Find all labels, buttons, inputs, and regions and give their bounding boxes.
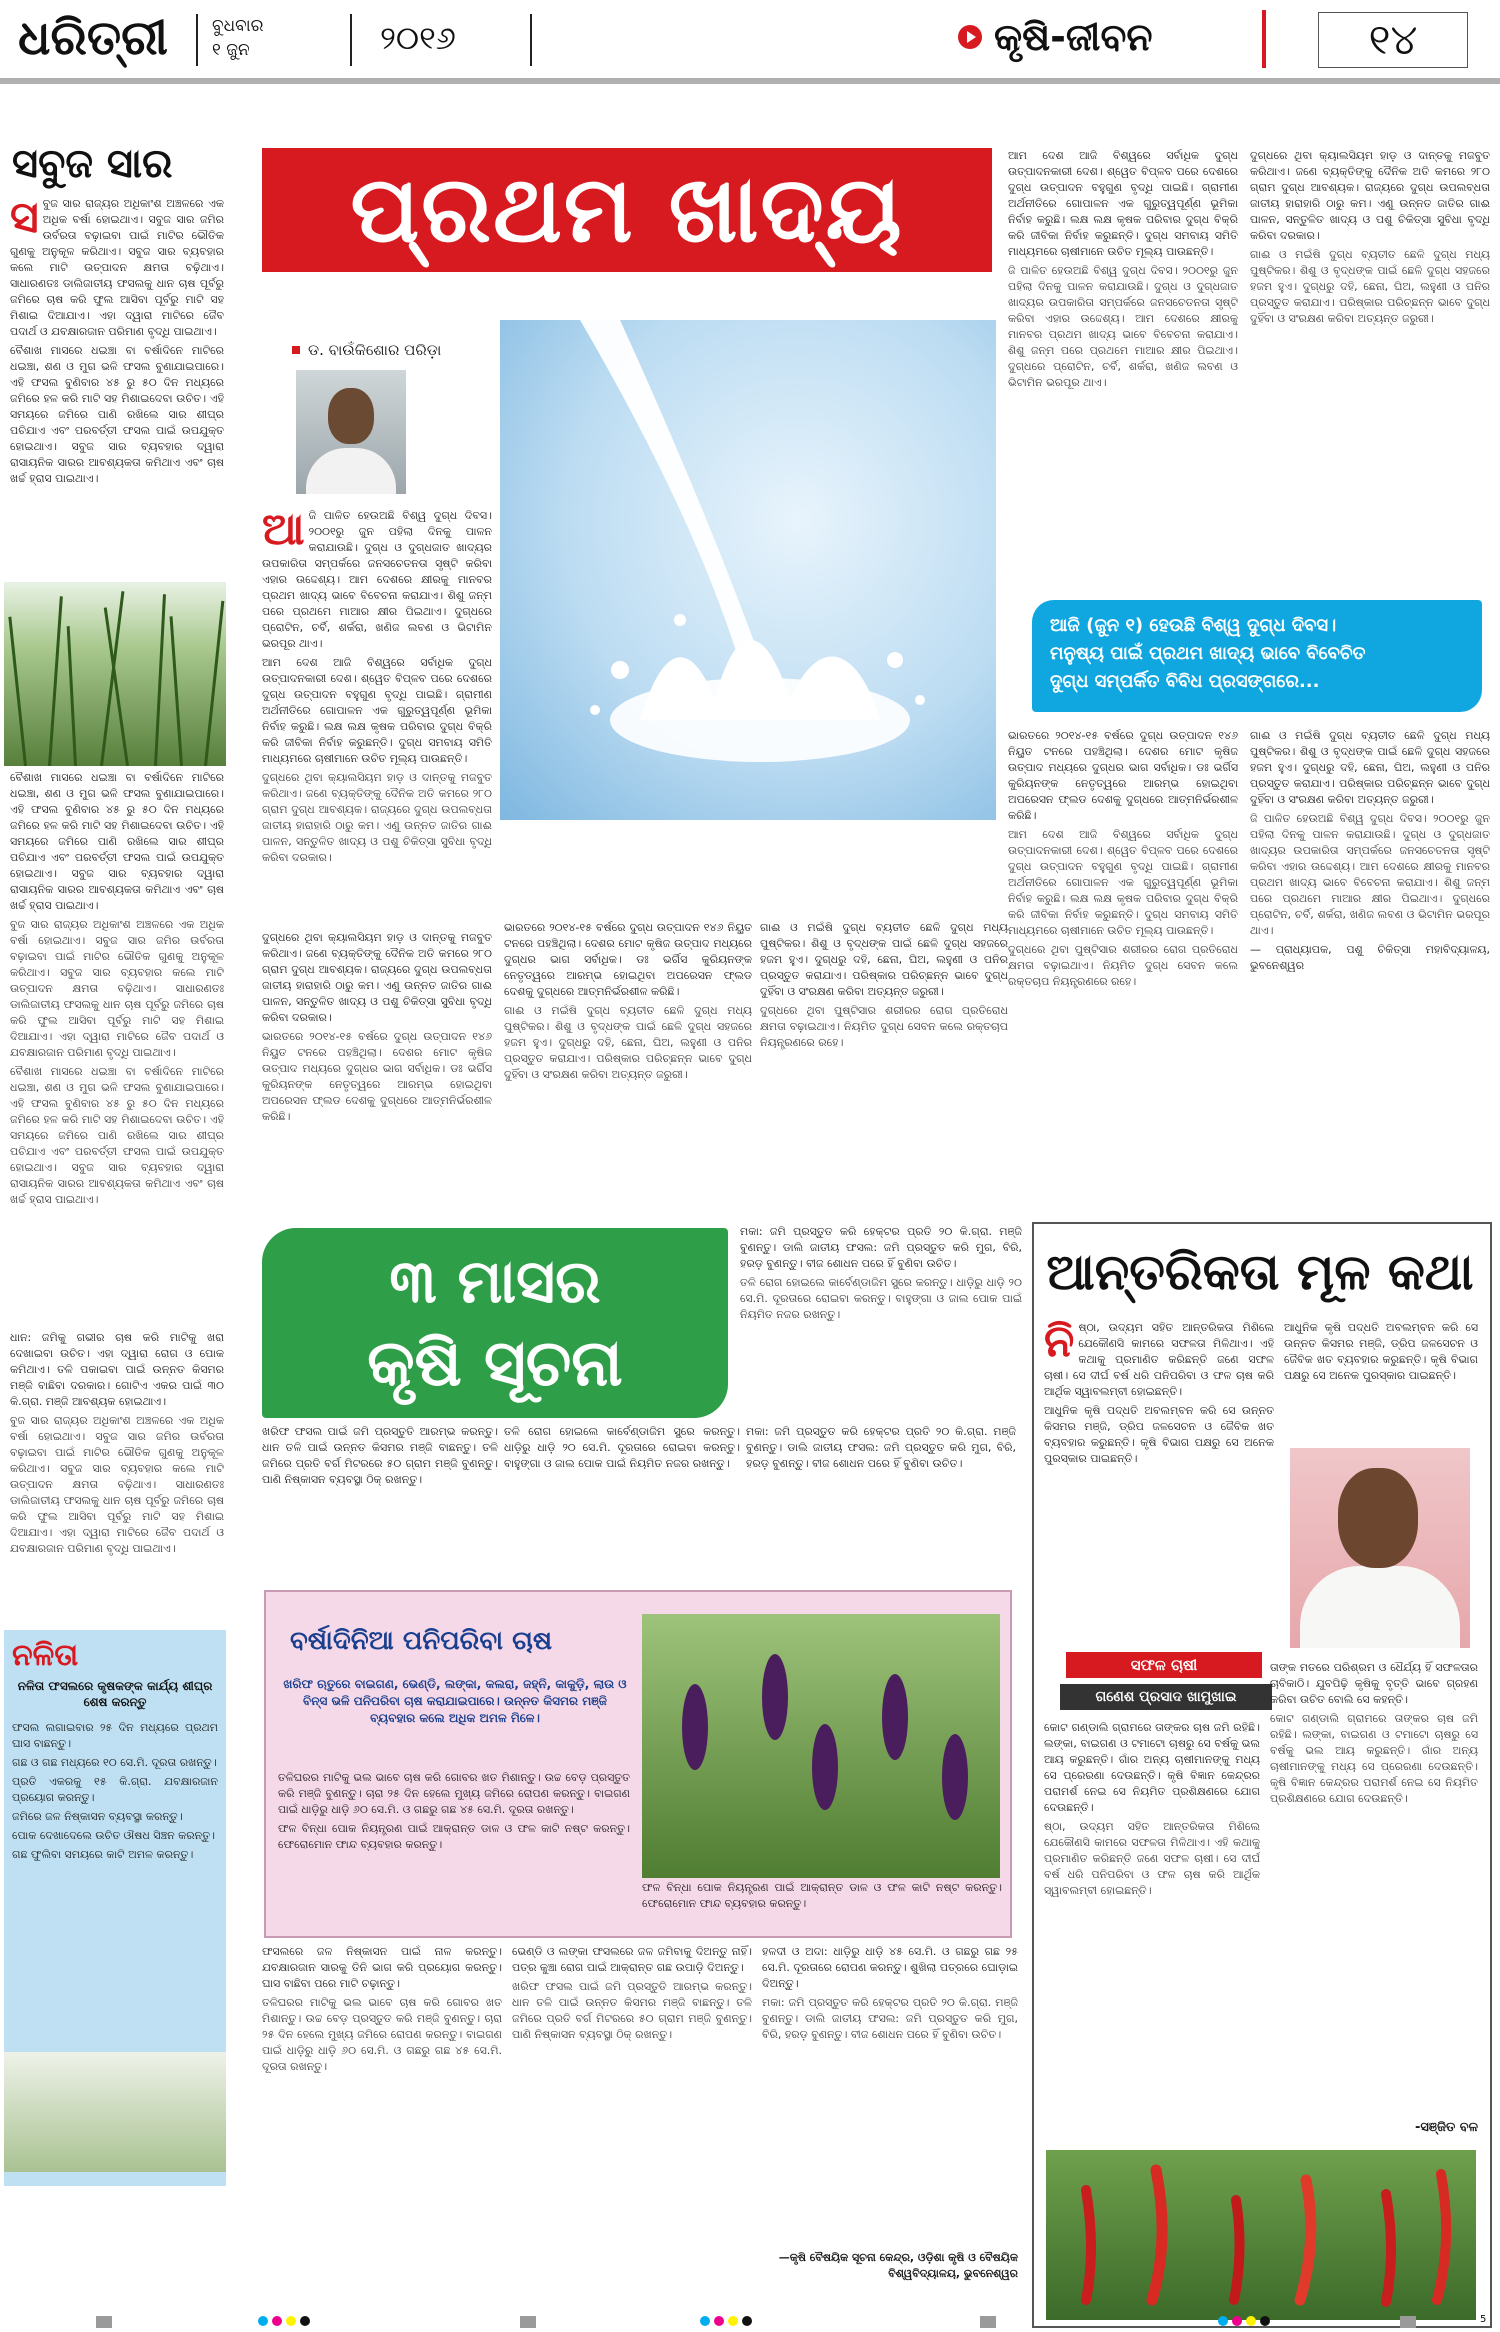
dropcap: ସ xyxy=(10,196,39,243)
paragraph: ଦୁଗ୍ଧରେ ଥିବା କ୍ୟାଲସିୟମ ହାଡ଼ ଓ ଦାନ୍ତକୁ ମଜବୁତ କରିଥାଏ। ଜଣେ ବ୍ୟକ୍ତିଙ୍କୁ ଦୈନିକ ଅତି କମରେ ୨୮୦ ଗ୍ରାମ ଦୁଗ୍ଧ ଆବଶ୍ୟକ। ରାଜ୍ୟରେ ଦୁଗ୍ଧ ଉପଲବ୍ଧତା ଜାତୀୟ ହାରାହାରି ଠାରୁ କମ। ଏଣୁ ଉନ୍ନତ ଜାତିର ଗାଈ ପାଳନ, ସନ୍ତୁଳିତ ଖାଦ୍ୟ ଓ ପଶୁ ଚିକିତ୍ସା ସୁବିଧା ବୃଦ୍ଧି କରିବା ଦରକାର। xyxy=(262,931,492,1024)
page-marker: 5 xyxy=(1480,2314,1487,2325)
antarikata-body-col3 xyxy=(1044,1720,1260,2140)
headline-body-col5 xyxy=(1250,148,1490,588)
paragraph: ବୈଶାଖ ମାସରେ ଧଇଞ୍ଚା ବା ବର୍ଷାଦିନେ ମାଟିରେ ଧଇଞ୍ଚା, ଶଣ ଓ ମୁଗ ଭଳି ଫସଲ ବୁଣାଯାଇପାରେ। ଏହି ଫସଲ ବୁଣିବାର ୪୫ ରୁ ୫୦ ଦିନ ମଧ୍ୟରେ ଜମିରେ ହଳ କରି ମାଟି ସହ ମିଶାଇଦେବା ଉଚିତ। ଏହି ସମୟରେ ଜମିରେ ପାଣି ରଖିଲେ ସାର ଶୀଘ୍ର ପଚିଯାଏ ଏବଂ ପରବର୍ତ୍ତୀ ଫସଲ ପାଇଁ ଉପଯୁକ୍ତ ହୋଇଥାଏ। ସବୁଜ ସାର ବ୍ୟବହାର ଦ୍ୱାରା ରାସାୟନିକ ସାରର ଆବଶ୍ୟକତା କମିଥାଏ ଏବଂ ଚାଷ ଖର୍ଚ୍ଚ ହ୍ରାସ ପାଇଥାଏ। xyxy=(10,1065,224,1206)
milk-splash-icon xyxy=(500,320,996,820)
paragraph: ମକା: ଜମି ପ୍ରସ୍ତୁତ କରି ହେକ୍ଟର ପ୍ରତି ୨୦ କି.ଗ୍ରା. ମଞ୍ଜି ବୁଣନ୍ତୁ। ଡାଲି ଜାତୀୟ ଫସଲ: ଜମି ପ୍ରସ୍ତୁତ କରି ମୁଗ, ବିରି, ହରଡ଼ ବୁଣନ୍ତୁ। ବୀଜ ଶୋଧନ ପରେ ହିଁ ବୁଣିବା ଉଚିତ। xyxy=(762,1996,1018,2041)
paragraph: ଜି ପାଳିତ ହେଉଅଛି ବିଶ୍ୱ ଦୁଗ୍ଧ ଦିବସ। ୨୦୦୧ରୁ ଜୁନ ପହିଲା ଦିନକୁ ପାଳନ କରାଯାଉଛି। ଦୁଗ୍ଧ ଓ ଦୁଗ୍ଧଜାତ ଖାଦ୍ୟର ଉପକାରିତା ସମ୍ପର୍କରେ ଜନସଚେତନତା ସୃଷ୍ଟି କରିବା ଏହାର ଉଦ୍ଦେଶ୍ୟ। ଆମ ଦେଶରେ କ୍ଷୀରକୁ ମାନବର ପ୍ରଥମ ଖାଦ୍ୟ ଭାବେ ବିବେଚନା କରାଯାଏ। ଶିଶୁ ଜନ୍ମ ପରେ ପ୍ରଥମେ ମାଆର କ୍ଷୀର ପିଇଥାଏ। ଦୁଗ୍ଧରେ ପ୍ରୋଟିନ, ଚର୍ବି, ଶର୍କରା, ଖଣିଜ ଲବଣ ଓ ଭିଟାମିନ ଭରପୂର ଥାଏ। xyxy=(1250,812,1490,937)
masthead-divider xyxy=(196,14,198,66)
headline-body-col1 xyxy=(262,508,492,928)
paragraph: ମକା: ଜମି ପ୍ରସ୍ତୁତ କରି ହେକ୍ଟର ପ୍ରତି ୨୦ କି.ଗ୍ରା. ମଞ୍ଜି ବୁଣନ୍ତୁ। ଡାଲି ଜାତୀୟ ଫସଲ: ଜମି ପ୍ରସ୍ତୁତ କରି ମୁଗ, ବିରି, ହରଡ଼ ବୁଣନ୍ତୁ। ବୀଜ ଶୋଧନ ପରେ ହିଁ ବୁଣିବା ଉଚିତ। xyxy=(746,1425,1016,1470)
paragraph: ବୈଶାଖ ମାସରେ ଧଇଞ୍ଚା ବା ବର୍ଷାଦିନେ ମାଟିରେ ଧଇଞ୍ଚା, ଶଣ ଓ ମୁଗ ଭଳି ଫସଲ ବୁଣାଯାଇପାରେ। ଏହି ଫସଲ ବୁଣିବାର ୪୫ ରୁ ୫୦ ଦିନ ମଧ୍ୟରେ ଜମିରେ ହଳ କରି ମାଟି ସହ ମିଶାଇଦେବା ଉଚିତ। ଏହି ସମୟରେ ଜମିରେ ପାଣି ରଖିଲେ ସାର ଶୀଘ୍ର ପଚିଯାଏ ଏବଂ ପରବର୍ତ୍ତୀ ଫସଲ ପାଇଁ ଉପଯୁକ୍ତ ହୋଇଥାଏ। ସବୁଜ ସାର ବ୍ୟବହାର ଦ୍ୱାରା ରାସାୟନିକ ସାରର ଆବଶ୍ୟକତା କମିଥାଏ ଏବଂ ଚାଷ ଖର୍ଚ୍ଚ ହ୍ରାସ ପାଇଥାଏ। xyxy=(10,344,224,485)
dhana-advice xyxy=(10,1330,224,1600)
paragraph: ଧାନ: ଜମିକୁ ଗଭୀର ଚାଷ କରି ମାଟିକୁ ଖରା ଦେଖାଇବା ଉଚିତ। ଏହା ଦ୍ୱାରା ରୋଗ ଓ ପୋକ କମିଥାଏ। ତଳି ପକାଇବା ପାଇଁ ଉନ୍ନତ କିସମର ମଞ୍ଜି ବାଛିବା ଦରକାର। ଗୋଟିଏ ଏକର ପାଇଁ ୩୦ କି.ଗ୍ରା. ମଞ୍ଜି ଆବଶ୍ୟକ ହୋଇଥାଏ। xyxy=(10,1331,224,1408)
newspaper-logo: ଧରିତ୍ରୀ xyxy=(18,10,168,66)
list-item: ଗଛ ଓ ଗଛ ମଧ୍ୟରେ ୧୦ ସେ.ମି. ଦୂରତା ରଖନ୍ତୁ। xyxy=(12,1756,217,1769)
farmer-photo xyxy=(1290,1448,1470,1648)
farmer-name: ଗଣେଶ ପ୍ରସାଦ ଖାମୁଖାଇ xyxy=(1060,1684,1272,1710)
paragraph: ଗାଈ ଓ ମଇଁଷି ଦୁଗ୍ଧ ବ୍ୟତୀତ ଛେଳି ଦୁଗ୍ଧ ମଧ୍ୟ ପୁଷ୍ଟିକର। ଶିଶୁ ଓ ବୃଦ୍ଧଙ୍କ ପାଇଁ ଛେଳି ଦୁଗ୍ଧ ସହଜରେ ହଜମ ହୁଏ। ଦୁଗ୍ଧରୁ ଦହି, ଛେନା, ଘିଅ, ଲହୁଣୀ ଓ ପନିର ପ୍ରସ୍ତୁତ କରାଯାଏ। ପରିଷ୍କାର ପରିଚ୍ଛନ୍ନ ଭାବେ ଦୁଗ୍ଧ ଦୁହିଁବା ଓ ସଂରକ୍ଷଣ କରିବା ଅତ୍ୟନ୍ତ ଜରୁରୀ। xyxy=(1250,729,1490,806)
paragraph: ଭାରତରେ ୨୦୧୪-୧୫ ବର୍ଷରେ ଦୁଗ୍ଧ ଉତ୍ପାଦନ ୧୪୬ ନିୟୁତ ଟନରେ ପହଞ୍ଚିଥିଲା। ଦେଶର ମୋଟ କୃଷିଜ ଉତ୍ପାଦ ମଧ୍ୟରେ ଦୁଗ୍ଧର ଭାଗ ସର୍ବାଧିକ। ଡଃ ଭର୍ଗିସ କୁରିୟନଙ୍କ ନେତୃତ୍ୱରେ ଆରମ୍ଭ ହୋଇଥିବା ଅପରେସନ ଫ୍ଲଡ ଦେଶକୁ ଦୁଗ୍ଧରେ ଆତ୍ମନିର୍ଭରଶୀଳ କରିଛି। xyxy=(262,1030,492,1123)
suchana-col2 xyxy=(504,1424,740,1584)
paragraph: ବୁଜ ସାର ରାଜ୍ୟର ଅଧିକାଂଶ ଅଞ୍ଚଳରେ ଏକ ଅଧିକ ବର୍ଷା ହୋଇଥାଏ। ସବୁଜ ସାର ଜମିର ଉର୍ବରତା ବଢ଼ାଇବା ପାଇଁ ମାଟିର ଭୌତିକ ଗୁଣକୁ ଅନୁକୂଳ କରିଥାଏ। ସବୁଜ ସାର ବ୍ୟବହାର କଲେ ମାଟି ଉତ୍ପାଦନ କ୍ଷମତା ବଢ଼ିଥାଏ। ସାଧାରଣତଃ ଡାଲିଜାତୀୟ ଫସଲକୁ ଧାନ ଚାଷ ପୂର୍ବରୁ ଜମିରେ ଚାଷ କରି ଫୁଲ ଆସିବା ପୂର୍ବରୁ ମାଟି ସହ ମିଶାଇ ଦିଆଯାଏ। ଏହା ଦ୍ୱାରା ମାଟିରେ ଜୈବ ପଦାର୍ଥ ଓ ଯବକ୍ଷାରଜାନ ପରିମାଣ ବୃଦ୍ଧି ପାଇଥାଏ। xyxy=(10,1414,224,1555)
farmer-tag-label: ସଫଳ ଚାଷୀ xyxy=(1066,1652,1262,1678)
nalita-title: ନଳିତା xyxy=(12,1638,79,1673)
chili-plant-photo xyxy=(1046,2150,1476,2320)
paragraph: ଆଧୁନିକ କୃଷି ପଦ୍ଧତି ଅବଲମ୍ବନ କରି ସେ ଉନ୍ନତ କିସମର ମଞ୍ଜି, ଡ୍ରିପ ଜଳସେଚନ ଓ ଜୈବିକ ଖତ ବ୍ୟବହାର କରୁଛନ୍ତି। କୃଷି ବିଭାଗ ପକ୍ଷରୁ ସେ ଅନେକ ପୁରସ୍କାର ପାଇଛନ୍ତି। xyxy=(1284,1321,1478,1382)
paragraph: ଗାଈ ଓ ମଇଁଷି ଦୁଗ୍ଧ ବ୍ୟତୀତ ଛେଳି ଦୁଗ୍ଧ ମଧ୍ୟ ପୁଷ୍ଟିକର। ଶିଶୁ ଓ ବୃଦ୍ଧଙ୍କ ପାଇଁ ଛେଳି ଦୁଗ୍ଧ ସହଜରେ ହଜମ ହୁଏ। ଦୁଗ୍ଧରୁ ଦହି, ଛେନା, ଘିଅ, ଲହୁଣୀ ଓ ପନିର ପ୍ରସ୍ତୁତ କରାଯାଏ। ପରିଷ୍କାର ପରିଚ୍ଛନ୍ନ ଭାବେ ଦୁଗ୍ଧ ଦୁହିଁବା ଓ ସଂରକ୍ଷଣ କରିବା ଅତ୍ୟନ୍ତ ଜରୁରୀ। xyxy=(760,921,1008,998)
headline-body-col3 xyxy=(760,920,1008,1212)
print-registration-marks xyxy=(0,2312,1500,2332)
section-label: କୃଷି-ଜୀବନ xyxy=(994,15,1153,59)
green-manure-crop-photo xyxy=(4,582,226,766)
masthead xyxy=(0,0,1500,84)
lower-col1 xyxy=(262,1944,502,2304)
headline-body-col1b xyxy=(262,930,492,1210)
author-note: — ପ୍ରାଧ୍ୟାପକ, ପଶୁ ଚିକିତ୍ସା ମହାବିଦ୍ୟାଳୟ, ଭୁବନେଶ୍ୱର xyxy=(1250,943,1490,972)
paragraph: ଷ୍ଠା, ଉଦ୍ୟମ ସହିତ ଆନ୍ତରିକତା ମିଶିଲେ ଯେକୌଣସି କାମରେ ସଫଳତା ମିଳିଥାଏ। ଏହି କଥାକୁ ପ୍ରମାଣିତ କରିଛନ୍ତି ଜଣେ ସଫଳ ଚାଷୀ। ସେ ଦୀର୍ଘ ବର୍ଷ ଧରି ପନିପରିବା ଓ ଫଳ ଚାଷ କରି ଆର୍ଥିକ ସ୍ୱାବଲମ୍ବୀ ହୋଇଛନ୍ତି। xyxy=(1044,1820,1260,1897)
issue-date: ୧ ଜୁନ xyxy=(212,40,250,60)
paragraph: ଷ୍ଠା, ଉଦ୍ୟମ ସହିତ ଆନ୍ତରିକତା ମିଶିଲେ ଯେକୌଣସି କାମରେ ସଫଳତା ମିଳିଥାଏ। ଏହି କଥାକୁ ପ୍ରମାଣିତ କରିଛନ୍ତି ଜଣେ ସଫଳ ଚାଷୀ। ସେ ଦୀର୍ଘ ବର୍ଷ ଧରି ପନିପରିବା ଓ ଫଳ ଚାଷ କରି ଆର୍ଥିକ ସ୍ୱାବଲମ୍ବୀ ହୋଇଛନ୍ତି। xyxy=(1044,1321,1274,1398)
paragraph: ଦୁଗ୍ଧରେ ଥିବା କ୍ୟାଲସିୟମ ହାଡ଼ ଓ ଦାନ୍ତକୁ ମଜବୁତ କରିଥାଏ। ଜଣେ ବ୍ୟକ୍ତିଙ୍କୁ ଦୈନିକ ଅତି କମରେ ୨୮୦ ଗ୍ରାମ ଦୁଗ୍ଧ ଆବଶ୍ୟକ। ରାଜ୍ୟରେ ଦୁଗ୍ଧ ଉପଲବ୍ଧତା ଜାତୀୟ ହାରାହାରି ଠାରୁ କମ। ଏଣୁ ଉନ୍ନତ ଜାତିର ଗାଈ ପାଳନ, ସନ୍ତୁଳିତ ଖାଦ୍ୟ ଓ ପଶୁ ଚିକିତ୍ସା ସୁବିଧା ବୃଦ୍ଧି କରିବା ଦରକାର। xyxy=(262,771,492,864)
author-photo xyxy=(296,370,406,494)
sabuja-saar-continued xyxy=(10,770,224,1316)
paragraph: ବୈଶାଖ ମାସରେ ଧଇଞ୍ଚା ବା ବର୍ଷାଦିନେ ମାଟିରେ ଧଇଞ୍ଚା, ଶଣ ଓ ମୁଗ ଭଳି ଫସଲ ବୁଣାଯାଇପାରେ। ଏହି ଫସଲ ବୁଣିବାର ୪୫ ରୁ ୫୦ ଦିନ ମଧ୍ୟରେ ଜମିରେ ହଳ କରି ମାଟି ସହ ମିଶାଇଦେବା ଉଚିତ। ଏହି ସମୟରେ ଜମିରେ ପାଣି ରଖିଲେ ସାର ଶୀଘ୍ର ପଚିଯାଏ ଏବଂ ପରବର୍ତ୍ତୀ ଫସଲ ପାଇଁ ଉପଯୁକ୍ତ ହୋଇଥାଏ। ସବୁଜ ସାର ବ୍ୟବହାର ଦ୍ୱାରା ରାସାୟନିକ ସାରର ଆବଶ୍ୟକତା କମିଥାଏ ଏବଂ ଚାଷ ଖର୍ଚ୍ଚ ହ୍ରାସ ପାଇଥାଏ। xyxy=(10,771,224,912)
paragraph: ବୁଜ ସାର ରାଜ୍ୟର ଅଧିକାଂଶ ଅଞ୍ଚଳରେ ଏକ ଅଧିକ ବର୍ଷା ହୋଇଥାଏ। ସବୁଜ ସାର ଜମିର ଉର୍ବରତା ବଢ଼ାଇବା ପାଇଁ ମାଟିର ଭୌତିକ ଗୁଣକୁ ଅନୁକୂଳ କରିଥାଏ। ସବୁଜ ସାର ବ୍ୟବହାର କଲେ ମାଟି ଉତ୍ପାଦନ କ୍ଷମତା ବଢ଼ିଥାଏ। ସାଧାରଣତଃ ଡାଲିଜାତୀୟ ଫସଲକୁ ଧାନ ଚାଷ ପୂର୍ବରୁ ଜମିରେ ଚାଷ କରି ଫୁଲ ଆସିବା ପୂର୍ବରୁ ମାଟି ସହ ମିଶାଇ ଦିଆଯାଏ। ଏହା ଦ୍ୱାରା ମାଟିରେ ଜୈବ ପଦାର୍ଥ ଓ ଯବକ୍ଷାରଜାନ ପରିମାଣ ବୃଦ୍ଧି ପାଇଥାଏ। xyxy=(10,918,224,1059)
suchana-title-line: କୃଷି ସୂଚନା xyxy=(367,1327,623,1401)
paragraph: ବୁଜ ସାର ରାଜ୍ୟର ଅଧିକାଂଶ ଅଞ୍ଚଳରେ ଏକ ଅଧିକ ବର୍ଷା ହୋଇଥାଏ। ସବୁଜ ସାର ଜମିର ଉର୍ବରତା ବଢ଼ାଇବା ପାଇଁ ମାଟିର ଭୌତିକ ଗୁଣକୁ ଅନୁକୂଳ କରିଥାଏ। ସବୁଜ ସାର ବ୍ୟବହାର କଲେ ମାଟି ଉତ୍ପାଦନ କ୍ଷମତା ବଢ଼ିଥାଏ। ସାଧାରଣତଃ ଡାଲିଜାତୀୟ ଫସଲକୁ ଧାନ ଚାଷ ପୂର୍ବରୁ ଜମିରେ ଚାଷ କରି ଫୁଲ ଆସିବା ପୂର୍ବରୁ ମାଟି ସହ ମିଶାଇ ଦିଆଯାଏ। ଏହା ଦ୍ୱାରା ମାଟିରେ ଜୈବ ପଦାର୍ଥ ଓ ଯବକ୍ଷାରଜାନ ପରିମାଣ ବୃଦ୍ଧି ପାଇଥାଏ। xyxy=(10,197,224,338)
headline-banner xyxy=(262,148,992,272)
section-title xyxy=(958,12,1153,62)
milk-splash-photo xyxy=(500,320,996,820)
lower-col2 xyxy=(512,1944,752,2304)
lower-col3 xyxy=(762,1944,1018,2244)
paragraph: ଜି ପାଳିତ ହେଉଅଛି ବିଶ୍ୱ ଦୁଗ୍ଧ ଦିବସ। ୨୦୦୧ରୁ ଜୁନ ପହିଲା ଦିନକୁ ପାଳନ କରାଯାଉଛି। ଦୁଗ୍ଧ ଓ ଦୁଗ୍ଧଜାତ ଖାଦ୍ୟର ଉପକାରିତା ସମ୍ପର୍କରେ ଜନସଚେତନତା ସୃଷ୍ଟି କରିବା ଏହାର ଉଦ୍ଦେଶ୍ୟ। ଆମ ଦେଶରେ କ୍ଷୀରକୁ ମାନବର ପ୍ରଥମ ଖାଦ୍ୟ ଭାବେ ବିବେଚନା କରାଯାଏ। ଶିଶୁ ଜନ୍ମ ପରେ ପ୍ରଥମେ ମାଆର କ୍ଷୀର ପିଇଥାଏ। ଦୁଗ୍ଧରେ ପ୍ରୋଟିନ, ଚର୍ବି, ଶର୍କରା, ଖଣିଜ ଲବଣ ଓ ଭିଟାମିନ ଭରପୂର ଥାଏ। xyxy=(262,509,492,650)
suchana-col1 xyxy=(262,1424,498,1584)
dropcap: ନି xyxy=(1044,1320,1075,1367)
paragraph: ତଳି ରୋଗ ହୋଇଲେ କାର୍ବେଣ୍ଡାଜିମ ସ୍ପ୍ରେ କରନ୍ତୁ। ଧାଡ଼ିରୁ ଧାଡ଼ି ୨୦ ସେ.ମି. ଦୂରତାରେ ରୋଇବା କରନ୍ତୁ। ବାହୁଙ୍ଗା ଓ ଜାଲ ପୋକ ପାଇଁ ନିୟମିତ ନଜର ରଖନ୍ତୁ। xyxy=(740,1276,1022,1321)
suchana-col3 xyxy=(746,1424,1016,1584)
paragraph: ମକା: ଜମି ପ୍ରସ୍ତୁତ କରି ହେକ୍ଟର ପ୍ରତି ୨୦ କି.ଗ୍ରା. ମଞ୍ଜି ବୁଣନ୍ତୁ। ଡାଲି ଜାତୀୟ ଫସଲ: ଜମି ପ୍ରସ୍ତୁତ କରି ମୁଗ, ବିରି, ହରଡ଼ ବୁଣନ୍ତୁ। ବୀଜ ଶୋଧନ ପରେ ହିଁ ବୁଣିବା ଉଚିତ। xyxy=(740,1225,1022,1270)
author-name: ଡ. ବାଉଁକିଶୋର ପରିଡ଼ା xyxy=(308,341,442,359)
paragraph: କୋଟ ଗଣ୍ଡାଲି ଗ୍ରାମରେ ତାଙ୍କର ଚାଷ ଜମି ରହିଛି। ଲଙ୍କା, ବାଇଗଣ ଓ ଟମାଟୋ ଚାଷରୁ ସେ ବର୍ଷକୁ ଭଲ ଆୟ କରୁଛନ୍ତି। ଗାଁର ଅନ୍ୟ ଚାଷୀମାନଙ୍କୁ ମଧ୍ୟ ସେ ପ୍ରେରଣା ଦେଉଛନ୍ତି। କୃଷି ବିଜ୍ଞାନ କେନ୍ଦ୍ରର ପରାମର୍ଶ ନେଇ ସେ ନିୟମିତ ପ୍ରଶିକ୍ଷଣରେ ଯୋଗ ଦେଉଛନ୍ତି। xyxy=(1270,1712,1478,1805)
headline-body-col7 xyxy=(1250,728,1490,1212)
nalita-list xyxy=(12,1720,218,2044)
vegetable-farming-body xyxy=(278,1770,630,1930)
paragraph: ଆମ ଦେଶ ଆଜି ବିଶ୍ୱରେ ସର୍ବାଧିକ ଦୁଗ୍ଧ ଉତ୍ପାଦନକାରୀ ଦେଶ। ଶ୍ୱେତ ବିପ୍ଳବ ପରେ ଦେଶରେ ଦୁଗ୍ଧ ଉତ୍ପାଦନ ବହୁଗୁଣ ବୃଦ୍ଧି ପାଇଛି। ଗ୍ରାମୀଣ ଅର୍ଥନୀତିରେ ଗୋପାଳନ ଏକ ଗୁରୁତ୍ୱପୂର୍ଣ୍ଣ ଭୂମିକା ନିର୍ବାହ କରୁଛି। ଲକ୍ଷ ଲକ୍ଷ କୃଷକ ପରିବାର ଦୁଗ୍ଧ ବିକ୍ରି କରି ଜୀବିକା ନିର୍ବାହ କରୁଛନ୍ତି। ଦୁଗ୍ଧ ସମବାୟ ସମିତି ମାଧ୍ୟମରେ ଚାଷୀମାନେ ଉଚିତ ମୂଲ୍ୟ ପାଉଛନ୍ତି। xyxy=(1008,149,1238,258)
paragraph: ଆମ ଦେଶ ଆଜି ବିଶ୍ୱରେ ସର୍ବାଧିକ ଦୁଗ୍ଧ ଉତ୍ପାଦନକାରୀ ଦେଶ। ଶ୍ୱେତ ବିପ୍ଳବ ପରେ ଦେଶରେ ଦୁଗ୍ଧ ଉତ୍ପାଦନ ବହୁଗୁଣ ବୃଦ୍ଧି ପାଇଛି। ଗ୍ରାମୀଣ ଅର୍ଥନୀତିରେ ଗୋପାଳନ ଏକ ଗୁରୁତ୍ୱପୂର୍ଣ୍ଣ ଭୂମିକା ନିର୍ବାହ କରୁଛି। ଲକ୍ଷ ଲକ୍ଷ କୃଷକ ପରିବାର ଦୁଗ୍ଧ ବିକ୍ରି କରି ଜୀବିକା ନିର୍ବାହ କରୁଛନ୍ତି। ଦୁଗ୍ଧ ସମବାୟ ସମିତି ମାଧ୍ୟମରେ ଚାଷୀମାନେ ଉଚିତ ମୂଲ୍ୟ ପାଉଛନ୍ତି। xyxy=(1008,828,1238,937)
masthead-divider xyxy=(530,14,532,66)
vegetable-farming-body-more xyxy=(642,1880,1002,1932)
bullet-square-icon xyxy=(292,346,300,354)
byline xyxy=(292,340,441,360)
vegetable-farming-title: ବର୍ଷାଦିନିଆ ପନିପରିବା ଚାଷ xyxy=(290,1626,553,1656)
headline-body-col6 xyxy=(1008,728,1238,1212)
section-accent-bar xyxy=(1262,10,1266,68)
masthead-rule xyxy=(0,78,1500,84)
paragraph: ଭାରତରେ ୨୦୧୪-୧୫ ବର୍ଷରେ ଦୁଗ୍ଧ ଉତ୍ପାଦନ ୧୪୬ ନିୟୁତ ଟନରେ ପହଞ୍ଚିଥିଲା। ଦେଶର ମୋଟ କୃଷିଜ ଉତ୍ପାଦ ମଧ୍ୟରେ ଦୁଗ୍ଧର ଭାଗ ସର୍ବାଧିକ। ଡଃ ଭର୍ଗିସ କୁରିୟନଙ୍କ ନେତୃତ୍ୱରେ ଆରମ୍ଭ ହୋଇଥିବା ଅପରେସନ ଫ୍ଲଡ ଦେଶକୁ ଦୁଗ୍ଧରେ ଆତ୍ମନିର୍ଭରଶୀଳ କରିଛି। xyxy=(1008,729,1238,822)
paragraph: ଖରିଫ ଫସଲ ପାଇଁ ଜମି ପ୍ରସ୍ତୁତି ଆରମ୍ଭ କରନ୍ତୁ। ଧାନ ତଳି ପାଇଁ ଉନ୍ନତ କିସମର ମଞ୍ଜି ବାଛନ୍ତୁ। ତଳି ଜମିରେ ପ୍ରତି ବର୍ଗ ମିଟରରେ ୫୦ ଗ୍ରାମ ମଞ୍ଜି ବୁଣନ୍ତୁ। ପାଣି ନିଷ୍କାସନ ବ୍ୟବସ୍ଥା ଠିକ୍ ରଖନ୍ତୁ। xyxy=(262,1425,498,1486)
paragraph: କୋଟ ଗଣ୍ଡାଲି ଗ୍ରାମରେ ତାଙ୍କର ଚାଷ ଜମି ରହିଛି। ଲଙ୍କା, ବାଇଗଣ ଓ ଟମାଟୋ ଚାଷରୁ ସେ ବର୍ଷକୁ ଭଲ ଆୟ କରୁଛନ୍ତି। ଗାଁର ଅନ୍ୟ ଚାଷୀମାନଙ୍କୁ ମଧ୍ୟ ସେ ପ୍ରେରଣା ଦେଉଛନ୍ତି। କୃଷି ବିଜ୍ଞାନ କେନ୍ଦ୍ରର ପରାମର୍ଶ ନେଇ ସେ ନିୟମିତ ପ୍ରଶିକ୍ଷଣରେ ଯୋଗ ଦେଉଛନ୍ତି। xyxy=(1044,1721,1260,1814)
paragraph: ତଳି ରୋଗ ହୋଇଲେ କାର୍ବେଣ୍ଡାଜିମ ସ୍ପ୍ରେ କରନ୍ତୁ। ଧାଡ଼ିରୁ ଧାଡ଼ି ୨୦ ସେ.ମି. ଦୂରତାରେ ରୋଇବା କରନ୍ତୁ। ବାହୁଙ୍ଗା ଓ ଜାଲ ପୋକ ପାଇଁ ନିୟମିତ ନଜର ରଖନ୍ତୁ। xyxy=(504,1425,740,1470)
paragraph: ଗାଈ ଓ ମଇଁଷି ଦୁଗ୍ଧ ବ୍ୟତୀତ ଛେଳି ଦୁଗ୍ଧ ମଧ୍ୟ ପୁଷ୍ଟିକର। ଶିଶୁ ଓ ବୃଦ୍ଧଙ୍କ ପାଇଁ ଛେଳି ଦୁଗ୍ଧ ସହଜରେ ହଜମ ହୁଏ। ଦୁଗ୍ଧରୁ ଦହି, ଛେନା, ଘିଅ, ଲହୁଣୀ ଓ ପନିର ପ୍ରସ୍ତୁତ କରାଯାଏ। ପରିଷ୍କାର ପରିଚ୍ଛନ୍ନ ଭାବେ ଦୁଗ୍ଧ ଦୁହିଁବା ଓ ସଂରକ୍ଷଣ କରିବା ଅତ୍ୟନ୍ତ ଜରୁରୀ। xyxy=(504,1004,752,1081)
antarikata-body-col2 xyxy=(1284,1320,1478,1440)
brinjal-plant-photo xyxy=(642,1614,1000,1878)
chili-icon xyxy=(1046,2150,1476,2320)
paragraph: ଆଧୁନିକ କୃଷି ପଦ୍ଧତି ଅବଲମ୍ବନ କରି ସେ ଉନ୍ନତ କିସମର ମଞ୍ଜି, ଡ୍ରିପ ଜଳସେଚନ ଓ ଜୈବିକ ଖତ ବ୍ୟବହାର କରୁଛନ୍ତି। କୃଷି ବିଭାଗ ପକ୍ଷରୁ ସେ ଅନେକ ପୁରସ୍କାର ପାଇଛନ୍ତି। xyxy=(1044,1404,1274,1465)
antarikata-body-col4 xyxy=(1270,1660,1478,2114)
list-item: ଗଛ ଫୁଲିବା ସମୟରେ କାଟି ଅମଳ କରନ୍ତୁ। xyxy=(12,1848,194,1861)
suchana-col-right xyxy=(740,1224,1022,1414)
paragraph: ଖରିଫ ଫସଲ ପାଇଁ ଜମି ପ୍ରସ୍ତୁତି ଆରମ୍ଭ କରନ୍ତୁ। ଧାନ ତଳି ପାଇଁ ଉନ୍ନତ କିସମର ମଞ୍ଜି ବାଛନ୍ତୁ। ତଳି ଜମିରେ ପ୍ରତି ବର୍ଗ ମିଟରରେ ୫୦ ଗ୍ରାମ ମଞ୍ଜି ବୁଣନ୍ତୁ। ପାଣି ନିଷ୍କାସନ ବ୍ୟବସ୍ଥା ଠିକ୍ ରଖନ୍ତୁ। xyxy=(512,1980,752,2041)
paragraph: ଦୁଗ୍ଧରେ ଥିବା ପୁଷ୍ଟିସାର ଶରୀରର ରୋଗ ପ୍ରତିରୋଧ କ୍ଷମତା ବଢ଼ାଇଥାଏ। ନିୟମିତ ଦୁଗ୍ଧ ସେବନ କଲେ ରକ୍ତଚାପ ନିୟନ୍ତ୍ରଣରେ ରହେ। xyxy=(760,1004,1008,1049)
paragraph: ଗାଈ ଓ ମଇଁଷି ଦୁଗ୍ଧ ବ୍ୟତୀତ ଛେଳି ଦୁଗ୍ଧ ମଧ୍ୟ ପୁଷ୍ଟିକର। ଶିଶୁ ଓ ବୃଦ୍ଧଙ୍କ ପାଇଁ ଛେଳି ଦୁଗ୍ଧ ସହଜରେ ହଜମ ହୁଏ। ଦୁଗ୍ଧରୁ ଦହି, ଛେନା, ଘିଅ, ଲହୁଣୀ ଓ ପନିର ପ୍ରସ୍ତୁତ କରାଯାଏ। ପରିଷ୍କାର ପରିଚ୍ଛନ୍ନ ଭାବେ ଦୁଗ୍ଧ ଦୁହିଁବା ଓ ସଂରକ୍ଷଣ କରିବା ଅତ୍ୟନ୍ତ ଜରୁରୀ। xyxy=(1250,248,1490,325)
page-number: ୧୪ xyxy=(1318,12,1468,68)
paragraph: ତଳିଘରର ମାଟିକୁ ଭଲ ଭାବେ ଚାଷ କରି ଗୋବର ଖତ ମିଶାନ୍ତୁ। ଉଚ୍ଚ ବେଡ଼ ପ୍ରସ୍ତୁତ କରି ମଞ୍ଜି ବୁଣନ୍ତୁ। ଚାରା ୨୫ ଦିନ ହେଲେ ମୁଖ୍ୟ ଜମିରେ ରୋପଣ କରନ୍ତୁ। ବାଇଗଣ ପାଇଁ ଧାଡ଼ିରୁ ଧାଡ଼ି ୬୦ ସେ.ମି. ଓ ଗଛରୁ ଗଛ ୪୫ ସେ.ମି. ଦୂରତା ରଖନ୍ତୁ। xyxy=(262,1996,502,2073)
play-icon xyxy=(958,25,982,49)
paragraph: ଜି ପାଳିତ ହେଉଅଛି ବିଶ୍ୱ ଦୁଗ୍ଧ ଦିବସ। ୨୦୦୧ରୁ ଜୁନ ପହିଲା ଦିନକୁ ପାଳନ କରାଯାଉଛି। ଦୁଗ୍ଧ ଓ ଦୁଗ୍ଧଜାତ ଖାଦ୍ୟର ଉପକାରିତା ସମ୍ପର୍କରେ ଜନସଚେତନତା ସୃଷ୍ଟି କରିବା ଏହାର ଉଦ୍ଦେଶ୍ୟ। ଆମ ଦେଶରେ କ୍ଷୀରକୁ ମାନବର ପ୍ରଥମ ଖାଦ୍ୟ ଭାବେ ବିବେଚନା କରାଯାଏ। ଶିଶୁ ଜନ୍ମ ପରେ ପ୍ରଥମେ ମାଆର କ୍ଷୀର ପିଇଥାଏ। ଦୁଗ୍ଧରେ ପ୍ରୋଟିନ, ଚର୍ବି, ଶର୍କରା, ଖଣିଜ ଲବଣ ଓ ଭିଟାମିନ ଭରପୂର ଥାଏ। xyxy=(1008,264,1238,389)
antarikata-title: ଆନ୍ତରିକତା ମୂଳ କଥା xyxy=(1046,1243,1474,1301)
nalita-subtitle: ନଳିତା ଫସଲରେ କୃଷକଙ୍କ କାର୍ଯ୍ୟ ଶୀଘ୍ର ଶେଷ କରନ୍ତୁ xyxy=(17,1679,213,1709)
paragraph: ଭାରତରେ ୨୦୧୪-୧୫ ବର୍ଷରେ ଦୁଗ୍ଧ ଉତ୍ପାଦନ ୧୪୬ ନିୟୁତ ଟନରେ ପହଞ୍ଚିଥିଲା। ଦେଶର ମୋଟ କୃଷିଜ ଉତ୍ପାଦ ମଧ୍ୟରେ ଦୁଗ୍ଧର ଭାଗ ସର୍ବାଧିକ। ଡଃ ଭର୍ଗିସ କୁରିୟନଙ୍କ ନେତୃତ୍ୱରେ ଆରମ୍ଭ ହୋଇଥିବା ଅପରେସନ ଫ୍ଲଡ ଦେଶକୁ ଦୁଗ୍ଧରେ ଆତ୍ମନିର୍ଭରଶୀଳ କରିଛି। xyxy=(504,921,752,998)
highlight-line: ମନୁଷ୍ୟ ପାଇଁ ପ୍ରଥମ ଖାଦ୍ୟ ଭାବେ ବିବେଚିତ xyxy=(1050,643,1366,664)
paragraph: ଭେଣ୍ଡି ଓ ଲଙ୍କା ଫସଲରେ ଜଳ ଜମିବାକୁ ଦିଅନ୍ତୁ ନାହିଁ। ପତ୍ର କୁଞ୍ଚା ରୋଗ ପାଇଁ ଆକ୍ରାନ୍ତ ଗଛ ଉପାଡ଼ି ଦିଅନ୍ତୁ। xyxy=(512,1945,752,1974)
sabuja-saar-body xyxy=(10,196,224,576)
antarikata-body-col1 xyxy=(1044,1320,1274,1640)
dropcap: ଆ xyxy=(262,508,305,555)
paragraph: ତଳିଘରର ମାଟିକୁ ଭଲ ଭାବେ ଚାଷ କରି ଗୋବର ଖତ ମିଶାନ୍ତୁ। ଉଚ୍ଚ ବେଡ଼ ପ୍ରସ୍ତୁତ କରି ମଞ୍ଜି ବୁଣନ୍ତୁ। ଚାରା ୨୫ ଦିନ ହେଲେ ମୁଖ୍ୟ ଜମିରେ ରୋପଣ କରନ୍ତୁ। ବାଇଗଣ ପାଇଁ ଧାଡ଼ିରୁ ଧାଡ଼ି ୬୦ ସେ.ମି. ଓ ଗଛରୁ ଗଛ ୪୫ ସେ.ମି. ଦୂରତା ରଖନ୍ତୁ। xyxy=(278,1771,630,1816)
weekday: ବୁଧବାର xyxy=(212,16,264,36)
list-item: ପ୍ରତି ଏକରକୁ ୧୫ କି.ଗ୍ରା. ଯବକ୍ଷାରଜାନ ପ୍ରୟୋଗ କରନ୍ତୁ। xyxy=(12,1775,218,1804)
paragraph: ଫଳ ବିନ୍ଧା ପୋକ ନିୟନ୍ତ୍ରଣ ପାଇଁ ଆକ୍ରାନ୍ତ ଡାଳ ଓ ଫଳ କାଟି ନଷ୍ଟ କରନ୍ତୁ। ଫେରୋମୋନ ଫାନ୍ଦ ବ୍ୟବହାର କରନ୍ତୁ। xyxy=(642,1881,1002,1910)
issue-year: ୨୦୧୬ xyxy=(380,19,456,57)
headline-body-col2 xyxy=(504,920,752,1212)
paragraph: ଦୁଗ୍ଧରେ ଥିବା ପୁଷ୍ଟିସାର ଶରୀରର ରୋଗ ପ୍ରତିରୋଧ କ୍ଷମତା ବଢ଼ାଇଥାଏ। ନିୟମିତ ଦୁଗ୍ଧ ସେବନ କଲେ ରକ୍ତଚାପ ନିୟନ୍ତ୍ରଣରେ ରହେ। xyxy=(1008,943,1238,988)
paragraph: ଦୁଗ୍ଧରେ ଥିବା କ୍ୟାଲସିୟମ ହାଡ଼ ଓ ଦାନ୍ତକୁ ମଜବୁତ କରିଥାଏ। ଜଣେ ବ୍ୟକ୍ତିଙ୍କୁ ଦୈନିକ ଅତି କମରେ ୨୮୦ ଗ୍ରାମ ଦୁଗ୍ଧ ଆବଶ୍ୟକ। ରାଜ୍ୟରେ ଦୁଗ୍ଧ ଉପଲବ୍ଧତା ଜାତୀୟ ହାରାହାରି ଠାରୁ କମ। ଏଣୁ ଉନ୍ନତ ଜାତିର ଗାଈ ପାଳନ, ସନ୍ତୁଳିତ ଖାଦ୍ୟ ଓ ପଶୁ ଚିକିତ୍ସା ସୁବିଧା ବୃଦ୍ଧି କରିବା ଦରକାର। xyxy=(1250,149,1490,242)
paragraph: ଫଳ ବିନ୍ଧା ପୋକ ନିୟନ୍ତ୍ରଣ ପାଇଁ ଆକ୍ରାନ୍ତ ଡାଳ ଓ ଫଳ କାଟି ନଷ୍ଟ କରନ୍ତୁ। ଫେରୋମୋନ ଫାନ୍ଦ ବ୍ୟବହାର କରନ୍ତୁ। xyxy=(278,1822,630,1851)
masthead-divider xyxy=(350,14,352,66)
credit-line: —କୃଷି ବୈଷୟିକ ସୂଚନା କେନ୍ଦ୍ର, ଓଡ଼ିଶା କୃଷି ଓ ବୈଷୟିକ ବିଶ୍ୱବିଦ୍ୟାଳୟ, ଭୁବନେଶ୍ୱର xyxy=(778,2251,1018,2280)
jute-crop-photo xyxy=(4,2052,226,2172)
highlight-line: ଦୁଗ୍ଧ ସମ୍ପର୍କିତ ବିବିଧ ପ୍ରସଙ୍ଗରେ... xyxy=(1050,671,1320,692)
signoff: -ସଞ୍ଜିତ ବଳ xyxy=(1414,2120,1478,2135)
suchana-title-line: ୩ ମାସର xyxy=(389,1247,601,1317)
highlight-line: ଆଜି (ଜୁନ ୧) ହେଉଛି ବିଶ୍ୱ ଦୁଗ୍ଧ ଦିବସ। xyxy=(1050,615,1337,636)
paragraph: ଫସଲରେ ଜଳ ନିଷ୍କାସନ ପାଇଁ ନାଳ କରନ୍ତୁ। ଯବକ୍ଷାରଜାନ ସାରକୁ ତିନି ଭାଗ କରି ପ୍ରୟୋଗ କରନ୍ତୁ। ଘାସ ବାଛିବା ପରେ ମାଟି ଚଢ଼ାନ୍ତୁ। xyxy=(262,1945,502,1990)
paragraph: ହଳଦୀ ଓ ଅଦା: ଧାଡ଼ିରୁ ଧାଡ଼ି ୪୫ ସେ.ମି. ଓ ଗଛରୁ ଗଛ ୨୫ ସେ.ମି. ଦୂରତାରେ ରୋପଣ କରନ୍ତୁ। ଶୁଖିଲା ପତ୍ରରେ ଘୋଡ଼ାଇ ଦିଅନ୍ତୁ। xyxy=(762,1945,1018,1990)
krushi-suchana-banner xyxy=(262,1228,728,1418)
vegetable-farming-intro: ଖରିଫ ଋତୁରେ ବାଇଗଣ, ଭେଣ୍ଡି, ଲଙ୍କା, କଲରା, ଜହ୍ନି, କାକୁଡ଼ି, ଲାଉ ଓ ବିନ୍ସ ଭଳି ପନିପରିବା ଚାଷ କରାଯାଇପାରେ। ଉନ୍ନତ କିସମର ମଞ୍ଜି ବ୍ୟବହାର କଲେ ଅଧିକ ଅମଳ ମିଳେ। xyxy=(283,1677,627,1725)
list-item: ଜମିରେ ଜଳ ନିଷ୍କାସନ ବ୍ୟବସ୍ଥା କରନ୍ତୁ। xyxy=(12,1810,183,1823)
sabuja-saar-title: ସବୁଜ ସାର xyxy=(12,141,173,187)
list-item: ପୋକ ଦେଖାଦେଲେ ଉଚିତ ଔଷଧ ସିଞ୍ଚନ କରନ୍ତୁ। xyxy=(12,1829,215,1842)
list-item: ଫସଲ ଲଗାଇବାର ୨୫ ଦିନ ମଧ୍ୟରେ ପ୍ରଥମ ଘାସ ବାଛନ୍ତୁ। xyxy=(12,1721,218,1750)
paragraph: ଆମ ଦେଶ ଆଜି ବିଶ୍ୱରେ ସର୍ବାଧିକ ଦୁଗ୍ଧ ଉତ୍ପାଦନକାରୀ ଦେଶ। ଶ୍ୱେତ ବିପ୍ଳବ ପରେ ଦେଶରେ ଦୁଗ୍ଧ ଉତ୍ପାଦନ ବହୁଗୁଣ ବୃଦ୍ଧି ପାଇଛି। ଗ୍ରାମୀଣ ଅର୍ଥନୀତିରେ ଗୋପାଳନ ଏକ ଗୁରୁତ୍ୱପୂର୍ଣ୍ଣ ଭୂମିକା ନିର୍ବାହ କରୁଛି। ଲକ୍ଷ ଲକ୍ଷ କୃଷକ ପରିବାର ଦୁଗ୍ଧ ବିକ୍ରି କରି ଜୀବିକା ନିର୍ବାହ କରୁଛନ୍ତି। ଦୁଗ୍ଧ ସମବାୟ ସମିତି ମାଧ୍ୟମରେ ଚାଷୀମାନେ ଉଚିତ ମୂଲ୍ୟ ପାଉଛନ୍ତି। xyxy=(262,656,492,765)
paragraph: ତାଙ୍କ ମତରେ ପରିଶ୍ରମ ଓ ଧୈର୍ଯ୍ୟ ହିଁ ସଫଳତାର ଚାବିକାଠି। ଯୁବପିଢ଼ି କୃଷିକୁ ବୃତ୍ତି ଭାବେ ଗ୍ରହଣ କରିବା ଉଚିତ ବୋଲି ସେ କହନ୍ତି। xyxy=(1270,1661,1478,1706)
masthead-day xyxy=(212,14,263,62)
highlight-box xyxy=(1032,600,1482,712)
headline-title: ପ୍ରଥମ ଖାଦ୍ୟ xyxy=(350,156,904,263)
headline-body-col4 xyxy=(1008,148,1238,588)
